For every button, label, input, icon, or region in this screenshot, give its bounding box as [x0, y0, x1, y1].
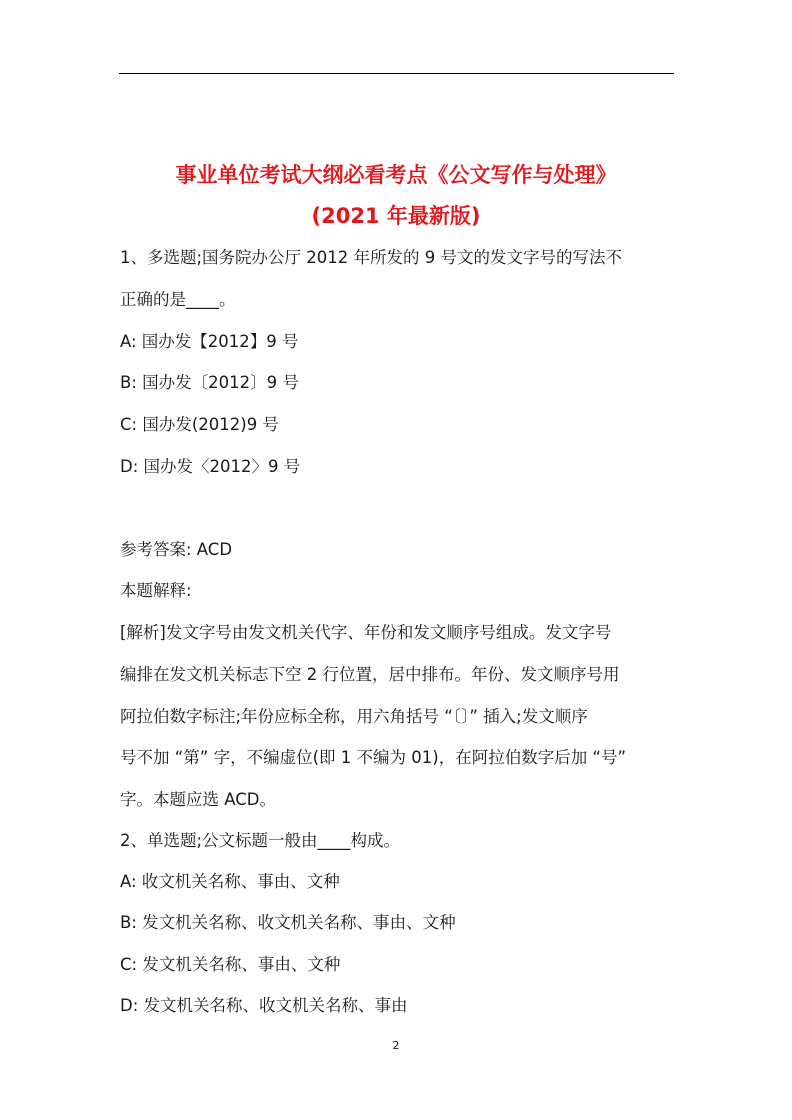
question-2-option-b: B: 发文机关名称、收文机关名称、事由、文种 — [120, 913, 456, 932]
question-1-stem-continued: 正确的是____。 — [120, 290, 236, 309]
question-1-explanation-line: [解析]发文字号由发文机关代字、年份和发文顺序号组成。发文字号 — [120, 623, 612, 642]
question-2-option-c: C: 发文机关名称、事由、文种 — [120, 955, 341, 974]
question-1-explanation-heading: 本题解释: — [120, 581, 192, 600]
question-1-explanation-line: 阿拉伯数字标注;年份应标全称，用六角括号 “〔〕” 插入;发文顺序 — [120, 707, 588, 726]
question-1-option-b: B: 国办发〔2012〕9 号 — [120, 373, 299, 392]
question-1-option-c: C: 国办发(2012)9 号 — [120, 415, 279, 434]
question-1-answer: 参考答案: ACD — [120, 540, 233, 559]
header-rule — [119, 73, 674, 74]
question-1-explanation-line: 字。本题应选 ACD。 — [120, 790, 276, 809]
document-title: 事业单位考试大纲必看考点《公文写作与处理》 — [175, 163, 617, 187]
question-1-option-a: A: 国办发【2012】9 号 — [120, 332, 299, 351]
question-2-stem: 2、单选题;公文标题一般由____构成。 — [120, 831, 401, 850]
question-2-option-d: D: 发文机关名称、收文机关名称、事由 — [120, 996, 408, 1015]
question-1-explanation-line: 编排在发文机关标志下空 2 行位置，居中排布。年份、发文顺序号用 — [120, 665, 620, 684]
page-number: 2 — [392, 1039, 400, 1052]
question-1-option-d: D: 国办发〈2012〉9 号 — [120, 457, 301, 476]
question-1-stem: 1、多选题;国务院办公厅 2012 年所发的 9 号文的发文字号的写法不 — [120, 248, 623, 267]
question-1-explanation-line: 号不加 “第” 字，不编虚位(即 1 不编为 01)，在阿拉伯数字后加 “号” — [120, 748, 627, 767]
document-subtitle: (2021 年最新版) — [311, 204, 481, 228]
question-2-option-a: A: 收文机关名称、事由、文种 — [120, 872, 340, 891]
